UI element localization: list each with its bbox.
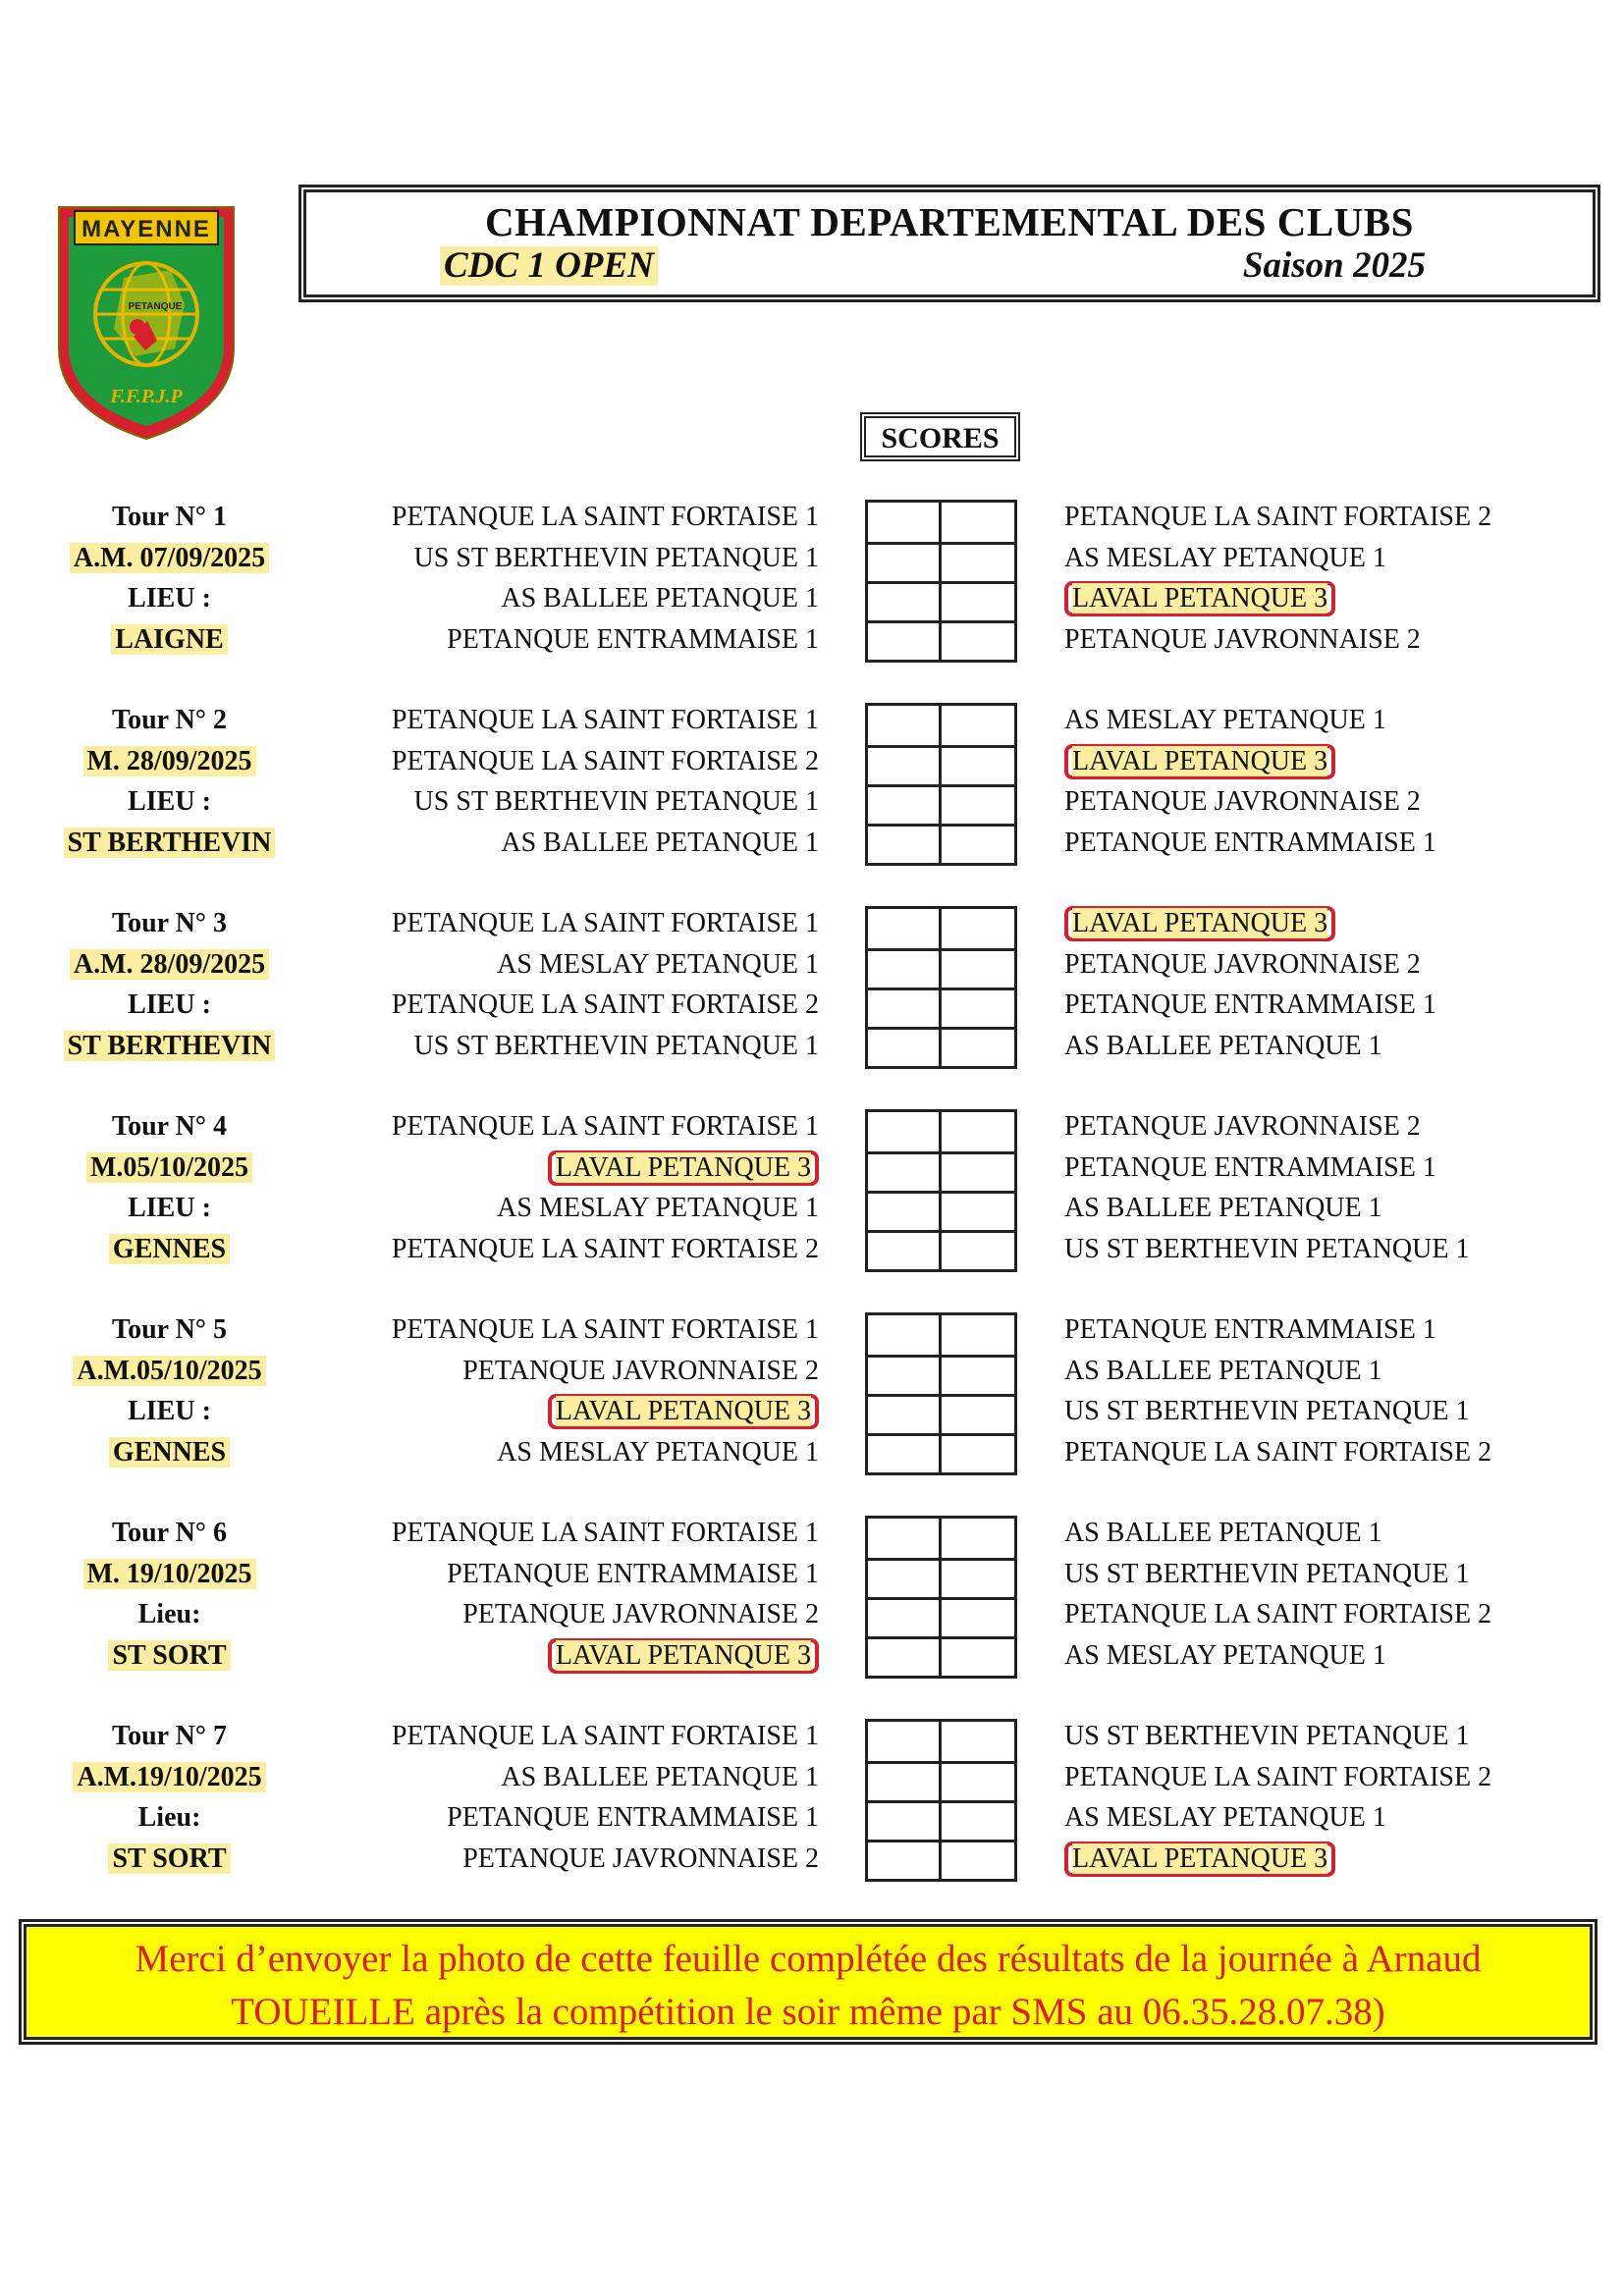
score-row [868, 1151, 1014, 1193]
home-team: US ST BERTHEVIN PETANQUE 1 [413, 786, 819, 817]
home-team: PETANQUE LA SAINT FORTAISE 1 [391, 1314, 819, 1345]
away-score-cell[interactable] [942, 1803, 1015, 1842]
highlighted-team-circle [548, 1150, 819, 1186]
score-row [868, 1761, 1014, 1802]
score-row [868, 1800, 1014, 1842]
score-row [868, 745, 1014, 786]
away-score-cell[interactable] [942, 1722, 1015, 1763]
away-score-cell[interactable] [942, 990, 1015, 1029]
home-score-cell[interactable] [868, 706, 942, 747]
footer-line-1: Merci d’envoyer la photo de cette feuille complétée des résultats de la journée à Arnaud [135, 1938, 1482, 1980]
round-lieu-text: ST SORT [108, 1843, 230, 1874]
home-score-cell[interactable] [868, 1112, 942, 1153]
competition-name: CDC 1 OPEN [440, 246, 658, 286]
round-date-text: M. 19/10/2025 [83, 1559, 256, 1589]
away-score-cell[interactable] [942, 1436, 1015, 1474]
away-score-cell[interactable] [942, 951, 1015, 989]
highlighted-team-circle [1064, 744, 1335, 779]
home-team: PETANQUE LA SAINT FORTAISE 1 [391, 705, 819, 735]
score-row [868, 542, 1014, 583]
round-lieu-label-text: Lieu: [137, 1802, 201, 1833]
round-tour [39, 904, 299, 943]
score-row [868, 1355, 1014, 1396]
away-team: PETANQUE JAVRONNAISE 2 [1064, 1111, 1421, 1142]
away-team: US ST BERTHEVIN PETANQUE 1 [1064, 1233, 1470, 1264]
home-score-cell[interactable] [868, 1315, 942, 1357]
score-grid [865, 1109, 1017, 1272]
away-team [1064, 742, 1614, 781]
round-date-text: A.M.19/10/2025 [73, 1762, 265, 1792]
score-grid [865, 906, 1017, 1069]
home-score-cell[interactable] [868, 1030, 942, 1068]
home-score-cell[interactable] [868, 1154, 942, 1193]
away-team [1064, 579, 1614, 618]
highlighted-team-circle [548, 1638, 819, 1674]
round-date [39, 1148, 299, 1188]
away-score-cell[interactable] [942, 1112, 1015, 1153]
away-score-cell[interactable] [942, 909, 1015, 950]
score-row [868, 1597, 1014, 1638]
away-score-cell[interactable] [942, 1194, 1015, 1232]
season-label: Saison 2025 [1242, 245, 1426, 286]
round-lieu-label [39, 1189, 299, 1228]
round-2 [0, 703, 1624, 866]
round-lieu [39, 1636, 299, 1676]
home-team: AS BALLEE PETANQUE 1 [501, 1761, 819, 1792]
away-score-cell[interactable] [942, 827, 1015, 865]
home-score-cell[interactable] [868, 990, 942, 1029]
home-team: PETANQUE LA SAINT FORTAISE 2 [391, 1233, 819, 1264]
team-name: LAVAL PETANQUE 3 [1072, 908, 1328, 938]
score-row [868, 1230, 1014, 1271]
score-row [868, 706, 1014, 747]
score-row [868, 1433, 1014, 1474]
score-grid [865, 500, 1017, 663]
round-tour-text: Tour N° 3 [111, 908, 228, 938]
score-row [868, 503, 1014, 544]
round-lieu-label-text: LIEU : [128, 1396, 211, 1426]
score-row [868, 1722, 1014, 1763]
away-team: PETANQUE ENTRAMMAISE 1 [1064, 1314, 1436, 1345]
home-score-cell[interactable] [868, 545, 942, 583]
highlighted-team-circle [548, 1394, 819, 1429]
round-lieu-text: GENNES [109, 1437, 230, 1468]
round-date [39, 742, 299, 781]
round-7 [0, 1719, 1624, 1882]
away-score-cell[interactable] [942, 1397, 1015, 1435]
team-name: LAVAL PETANQUE 3 [1072, 1842, 1328, 1874]
home-score-cell[interactable] [868, 1561, 942, 1599]
home-team: PETANQUE LA SAINT FORTAISE 1 [391, 1111, 819, 1142]
away-team: AS BALLEE PETANQUE 1 [1064, 1518, 1382, 1548]
home-team: PETANQUE LA SAINT FORTAISE 1 [391, 1518, 819, 1548]
away-team: PETANQUE LA SAINT FORTAISE 2 [1064, 1761, 1492, 1792]
home-team [269, 1636, 819, 1676]
round-3 [0, 906, 1624, 1069]
score-grid [865, 1516, 1017, 1679]
round-lieu-label-text: LIEU : [128, 786, 211, 817]
round-tour [39, 1717, 299, 1756]
highlighted-team-circle [1064, 1842, 1335, 1877]
away-score-cell[interactable] [942, 545, 1015, 583]
home-score-cell[interactable] [868, 909, 942, 950]
away-team: PETANQUE LA SAINT FORTAISE 2 [1064, 1599, 1492, 1629]
away-team: PETANQUE LA SAINT FORTAISE 2 [1064, 502, 1492, 532]
score-row [868, 784, 1014, 826]
home-team: PETANQUE LA SAINT FORTAISE 2 [391, 989, 819, 1020]
team-name: LAVAL PETANQUE 3 [555, 1151, 811, 1183]
round-tour-text: Tour N° 5 [111, 1314, 228, 1345]
home-team: AS MESLAY PETANQUE 1 [497, 948, 819, 980]
logo-bottom-text: F.F.P.J.P [110, 386, 183, 407]
away-score-cell[interactable] [942, 1639, 1015, 1678]
round-tour-text: Tour N° 2 [111, 705, 228, 735]
round-lieu [39, 1027, 299, 1066]
scores-label: SCORES [864, 416, 1016, 457]
round-lieu-text: ST BERTHEVIN [64, 1031, 276, 1061]
home-team: AS MESLAY PETANQUE 1 [497, 1436, 819, 1468]
round-date-text: A.M. 28/09/2025 [70, 949, 269, 980]
away-score-cell[interactable] [942, 1315, 1015, 1357]
round-date-text: A.M.05/10/2025 [73, 1356, 265, 1386]
round-date [39, 539, 299, 578]
round-tour-text: Tour N° 4 [111, 1111, 228, 1142]
away-score-cell[interactable] [942, 1154, 1015, 1193]
home-team: AS BALLEE PETANQUE 1 [501, 583, 819, 614]
away-score-cell[interactable] [942, 623, 1015, 662]
round-lieu [39, 1433, 299, 1472]
home-score-cell[interactable] [868, 1233, 942, 1271]
round-lieu-label [39, 1595, 299, 1634]
round-lieu [39, 1230, 299, 1269]
round-date-text: M. 28/09/2025 [83, 746, 256, 776]
away-score-cell[interactable] [942, 748, 1015, 786]
score-row [868, 1840, 1014, 1881]
round-lieu-text: GENNES [109, 1234, 230, 1264]
away-score-cell[interactable] [942, 1519, 1015, 1560]
home-score-cell[interactable] [868, 748, 942, 786]
round-date [39, 1758, 299, 1797]
score-row [868, 1636, 1014, 1678]
round-lieu [39, 824, 299, 863]
round-1 [0, 500, 1624, 663]
score-grid [865, 1312, 1017, 1475]
score-row [868, 1191, 1014, 1232]
away-team: PETANQUE JAVRONNAISE 2 [1064, 786, 1421, 817]
highlighted-team-circle [1064, 906, 1335, 941]
away-score-cell[interactable] [942, 1233, 1015, 1271]
round-lieu [39, 1840, 299, 1879]
round-lieu [39, 620, 299, 660]
round-tour [39, 701, 299, 740]
round-date-text: A.M. 07/09/2025 [70, 543, 269, 573]
score-row [868, 909, 1014, 950]
away-team: AS MESLAY PETANQUE 1 [1064, 1639, 1386, 1671]
away-score-cell[interactable] [942, 1764, 1015, 1802]
away-team: PETANQUE JAVRONNAISE 2 [1064, 948, 1421, 980]
home-score-cell[interactable] [868, 623, 942, 662]
home-score-cell[interactable] [868, 1639, 942, 1678]
round-tour-text: Tour N° 7 [111, 1721, 228, 1751]
score-row [868, 620, 1014, 662]
score-row [868, 581, 1014, 622]
score-row [868, 1027, 1014, 1068]
away-score-cell[interactable] [942, 706, 1015, 747]
home-team: PETANQUE JAVRONNAISE 2 [462, 1355, 819, 1386]
round-lieu-label [39, 579, 299, 618]
away-team: US ST BERTHEVIN PETANQUE 1 [1064, 1558, 1470, 1589]
round-lieu-label [39, 1392, 299, 1431]
away-team: US ST BERTHEVIN PETANQUE 1 [1064, 1396, 1470, 1426]
logo-center-text: PETANQUE [128, 301, 183, 312]
score-row [868, 1112, 1014, 1153]
home-score-cell[interactable] [868, 1722, 942, 1763]
home-team: AS MESLAY PETANQUE 1 [497, 1193, 819, 1223]
team-name: LAVAL PETANQUE 3 [555, 1639, 811, 1671]
home-team: US ST BERTHEVIN PETANQUE 1 [413, 1030, 819, 1061]
away-team: AS MESLAY PETANQUE 1 [1064, 542, 1386, 573]
home-score-cell[interactable] [868, 827, 942, 865]
round-tour [39, 1107, 299, 1147]
round-lieu-label [39, 782, 299, 822]
round-tour [39, 1514, 299, 1553]
home-team: PETANQUE JAVRONNAISE 2 [462, 1599, 819, 1629]
round-lieu-label [39, 1798, 299, 1838]
mayenne-petanque-logo [53, 201, 240, 443]
team-name: LAVAL PETANQUE 3 [1072, 583, 1328, 614]
round-date [39, 1352, 299, 1391]
home-score-cell[interactable] [868, 584, 942, 622]
home-score-cell[interactable] [868, 951, 942, 989]
away-team: AS BALLEE PETANQUE 1 [1064, 1355, 1382, 1386]
away-team: PETANQUE ENTRAMMAISE 1 [1064, 989, 1436, 1020]
team-name: LAVAL PETANQUE 3 [1072, 745, 1328, 776]
away-score-cell[interactable] [942, 584, 1015, 622]
footer-text [27, 1933, 1590, 2039]
score-row [868, 1394, 1014, 1435]
home-score-cell[interactable] [868, 1803, 942, 1842]
round-lieu-text: ST SORT [108, 1640, 230, 1671]
highlighted-team-circle [1064, 581, 1335, 616]
score-row [868, 824, 1014, 865]
footer-line-2: TOUEILLE après la compétition le soir même par SMS au 06.35.28.07.38) [231, 1991, 1385, 2033]
score-row [868, 948, 1014, 989]
home-score-cell[interactable] [868, 787, 942, 826]
round-date [39, 945, 299, 985]
home-team: PETANQUE ENTRAMMAISE 1 [447, 623, 819, 655]
away-score-cell[interactable] [942, 1030, 1015, 1068]
round-6 [0, 1516, 1624, 1679]
page-title: CHAMPIONNAT DEPARTEMENTAL DES CLUBS [485, 199, 1414, 244]
away-score-cell[interactable] [942, 503, 1015, 544]
away-team: AS MESLAY PETANQUE 1 [1064, 1802, 1386, 1833]
round-lieu-label [39, 986, 299, 1025]
round-lieu-text: ST BERTHEVIN [64, 828, 276, 858]
home-score-cell[interactable] [868, 1397, 942, 1435]
home-score-cell[interactable] [868, 1358, 942, 1396]
away-team [1064, 1840, 1614, 1879]
home-team: AS BALLEE PETANQUE 1 [501, 827, 819, 858]
header-box [303, 189, 1596, 297]
home-score-cell[interactable] [868, 1600, 942, 1638]
away-team [1064, 904, 1614, 943]
footer-notice [24, 1924, 1593, 2040]
round-5 [0, 1312, 1624, 1475]
home-score-cell[interactable] [868, 503, 942, 544]
team-name: LAVAL PETANQUE 3 [555, 1396, 811, 1426]
round-lieu-label-text: LIEU : [128, 1193, 211, 1223]
away-team: PETANQUE LA SAINT FORTAISE 2 [1064, 1436, 1492, 1468]
score-row [868, 1558, 1014, 1599]
score-grid [865, 1719, 1017, 1882]
score-row [868, 1519, 1014, 1560]
home-score-cell[interactable] [868, 1436, 942, 1474]
round-tour [39, 498, 299, 537]
score-row [868, 1315, 1014, 1357]
score-row [868, 988, 1014, 1029]
away-score-cell[interactable] [942, 1600, 1015, 1638]
away-team: PETANQUE JAVRONNAISE 2 [1064, 623, 1421, 655]
round-lieu-text: LAIGNE [111, 624, 227, 655]
round-lieu-label-text: Lieu: [137, 1599, 201, 1629]
round-tour [39, 1310, 299, 1350]
round-tour-text: Tour N° 1 [111, 502, 228, 532]
round-lieu-label-text: LIEU : [128, 583, 211, 614]
home-team: PETANQUE LA SAINT FORTAISE 1 [391, 908, 819, 938]
round-4 [0, 1109, 1624, 1272]
away-team: PETANQUE ENTRAMMAISE 1 [1064, 827, 1436, 858]
home-score-cell[interactable] [868, 1519, 942, 1560]
away-team: PETANQUE ENTRAMMAISE 1 [1064, 1151, 1436, 1183]
home-team [269, 1392, 819, 1431]
home-team: PETANQUE LA SAINT FORTAISE 1 [391, 1721, 819, 1751]
away-team: AS MESLAY PETANQUE 1 [1064, 705, 1386, 735]
home-score-cell[interactable] [868, 1842, 942, 1881]
home-score-cell[interactable] [868, 1194, 942, 1232]
home-team: PETANQUE ENTRAMMAISE 1 [447, 1802, 819, 1833]
home-team: US ST BERTHEVIN PETANQUE 1 [413, 542, 819, 573]
round-date [39, 1555, 299, 1594]
logo-top-text: MAYENNE [81, 216, 211, 242]
home-team: PETANQUE LA SAINT FORTAISE 2 [391, 745, 819, 776]
score-grid [865, 703, 1017, 866]
home-score-cell[interactable] [868, 1764, 942, 1802]
round-date-text: M.05/10/2025 [86, 1152, 252, 1183]
home-team: PETANQUE JAVRONNAISE 2 [462, 1842, 819, 1874]
away-score-cell[interactable] [942, 787, 1015, 826]
home-team [269, 1148, 819, 1188]
away-team: AS BALLEE PETANQUE 1 [1064, 1193, 1382, 1223]
home-team: PETANQUE ENTRAMMAISE 1 [447, 1558, 819, 1589]
round-tour-text: Tour N° 6 [111, 1518, 228, 1548]
away-team: AS BALLEE PETANQUE 1 [1064, 1030, 1382, 1061]
home-team: PETANQUE LA SAINT FORTAISE 1 [391, 502, 819, 532]
round-lieu-label-text: LIEU : [128, 989, 211, 1020]
away-score-cell[interactable] [942, 1561, 1015, 1599]
away-score-cell[interactable] [942, 1842, 1015, 1881]
away-team: US ST BERTHEVIN PETANQUE 1 [1064, 1721, 1470, 1751]
away-score-cell[interactable] [942, 1358, 1015, 1396]
